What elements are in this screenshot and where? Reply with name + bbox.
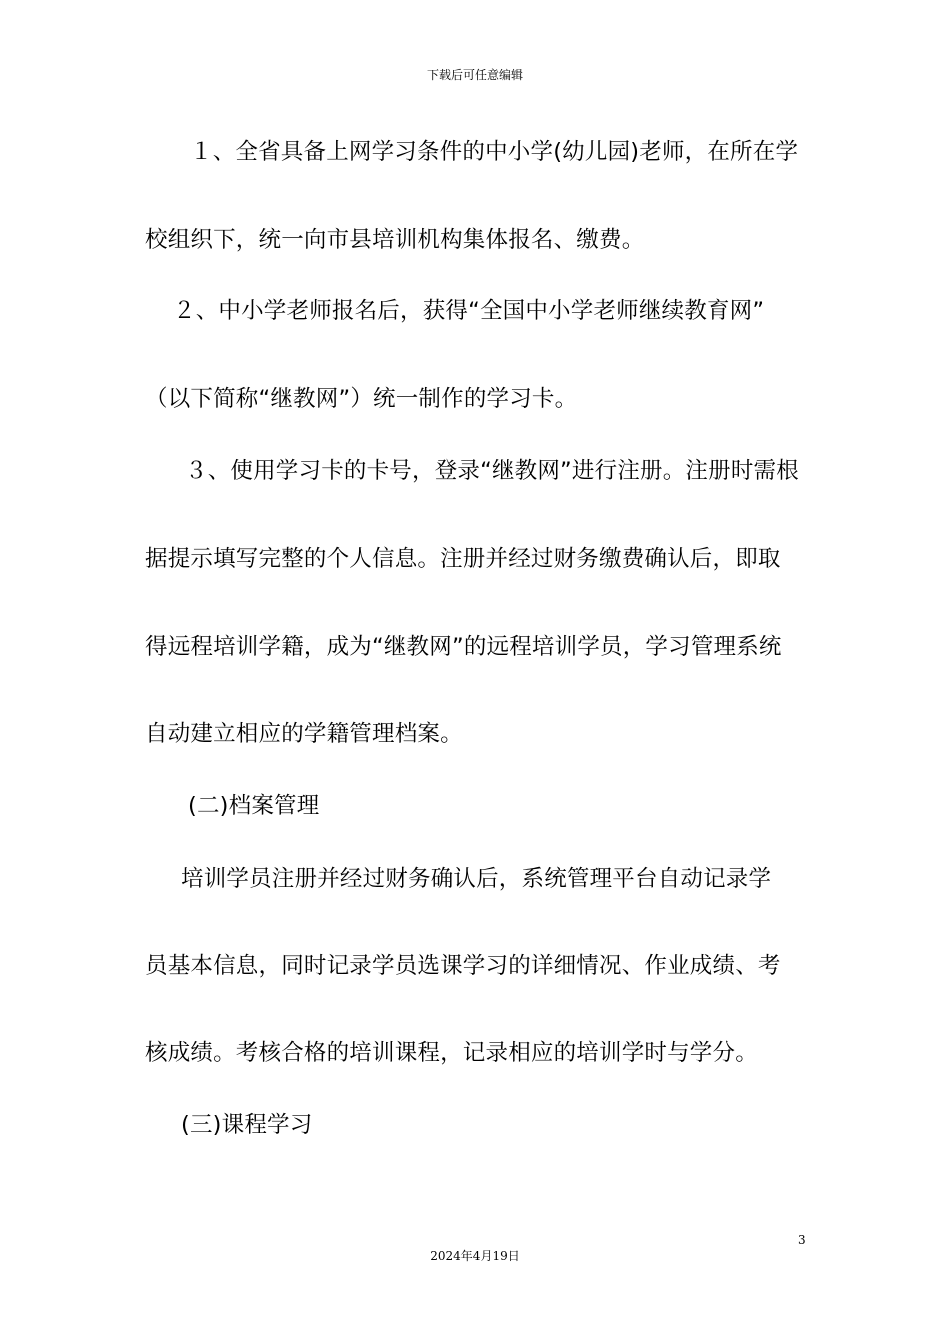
paragraph-line: 核成绩。考核合格的培训课程，记录相应的培训学时与学分。 xyxy=(145,1040,758,1066)
paragraph-line: 校组织下，统一向市县培训机构集体报名、缴费。 xyxy=(145,227,645,253)
section-heading: (二)档案管理 xyxy=(188,793,320,819)
section-heading: (三)课程学习 xyxy=(181,1112,313,1138)
paragraph-line: ３、使用学习卡的卡号，登录“继教网”进行注册。注册时需根 xyxy=(185,458,799,484)
paragraph-line: 得远程培训学籍，成为“继教网”的远程培训学员，学习管理系统 xyxy=(145,634,782,660)
paragraph-line: （以下简称“继教网”）统一制作的学习卡。 xyxy=(145,386,578,412)
page-number: 3 xyxy=(798,1233,806,1247)
paragraph-line: 培训学员注册并经过财务确认后，系统管理平台自动记录学 xyxy=(181,866,772,892)
paragraph-line: ２、中小学老师报名后，获得“全国中小学老师继续教育网” xyxy=(173,298,765,324)
paragraph-line: １、全省具备上网学习条件的中小学(幼儿园)老师，在所在学 xyxy=(190,139,799,165)
page-footer-date: 2024年4月19日 xyxy=(430,1249,520,1263)
paragraph-line: 据提示填写完整的个人信息。注册并经过财务缴费确认后，即取 xyxy=(145,546,781,572)
paragraph-line: 员基本信息，同时记录学员选课学习的详细情况、作业成绩、考 xyxy=(145,953,781,979)
paragraph-line: 自动建立相应的学籍管理档案。 xyxy=(145,721,463,747)
page-header: 下载后可任意编辑 xyxy=(426,68,523,82)
